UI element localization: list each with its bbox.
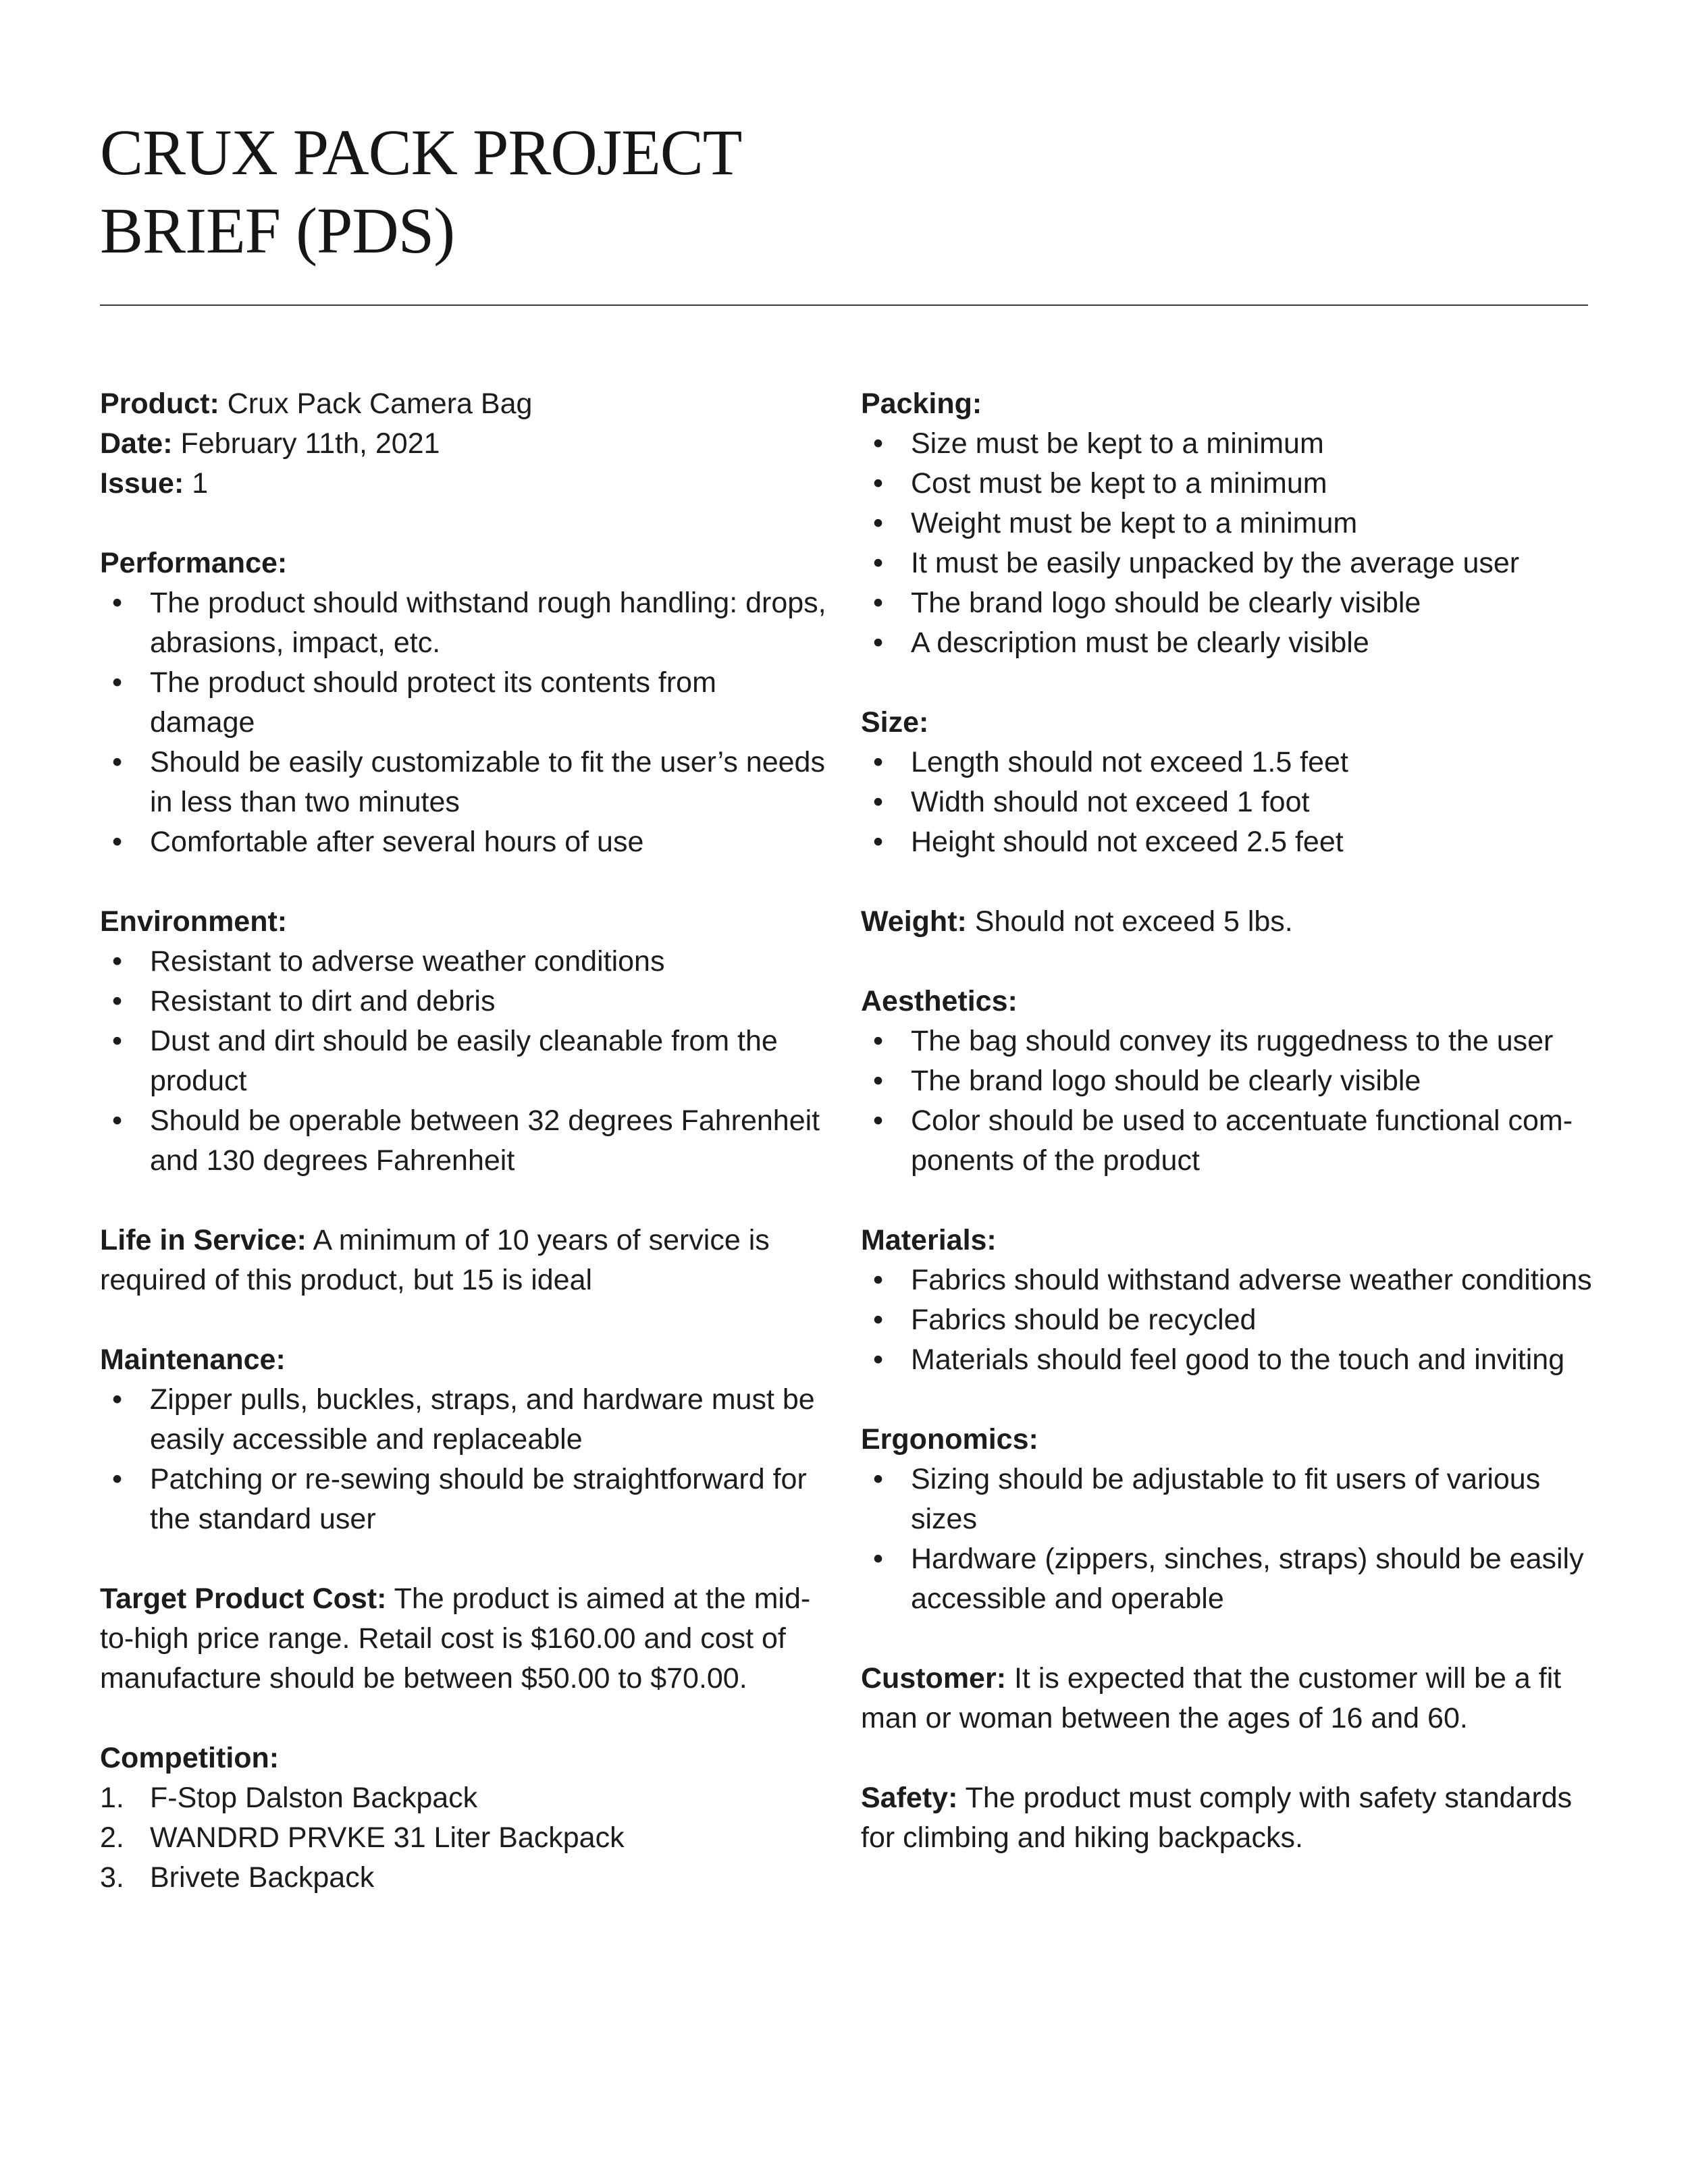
- competition-heading: Competition:: [100, 1742, 280, 1774]
- ergonomics-heading: Ergonomics:: [861, 1423, 1038, 1456]
- list-item: • A description must be clearly visible: [861, 623, 1597, 663]
- list-item: • Length should not exceed 1.5 feet: [861, 743, 1597, 782]
- list-item: • Resistant to dirt and debris: [100, 982, 829, 1021]
- life-in-service-label: Life in Service:: [100, 1224, 307, 1256]
- aesthetics-section: [861, 982, 1597, 1181]
- list-text: F-Stop Dalston Backpack: [150, 1782, 478, 1814]
- packing-list: [861, 424, 1597, 663]
- maintenance-list: [100, 1380, 829, 1539]
- issue-value: 1: [192, 467, 209, 500]
- list-item: • Patching or re-sewing should be straightforward for the standard user: [100, 1460, 829, 1539]
- page-title-line-1: CRUX PACK PROJECT: [100, 116, 742, 188]
- weight-text: Should not exceed 5 lbs.: [974, 905, 1293, 938]
- size-section: [861, 703, 1597, 862]
- list-item: • Color should be used to accentuate functional com-ponents of the product: [861, 1101, 1597, 1181]
- environment-list: [100, 942, 829, 1181]
- list-item: • Fabrics should be recycled: [861, 1300, 1597, 1340]
- ergonomics-section: [861, 1420, 1597, 1619]
- list-item: • Size must be kept to a minimum: [861, 424, 1597, 464]
- ergonomics-list: [861, 1460, 1597, 1619]
- list-item: • Fabrics should withstand adverse weather conditions: [861, 1260, 1597, 1300]
- list-item: [100, 1778, 829, 1818]
- competition-section: [100, 1738, 829, 1898]
- life-in-service-section: [100, 1221, 829, 1300]
- list-item: • Width should not exceed 1 foot: [861, 782, 1597, 822]
- list-number: 3.: [100, 1861, 124, 1894]
- list-number: 1.: [100, 1782, 124, 1814]
- performance-list: [100, 583, 829, 862]
- page-title-line-2: BRIEF (PDS): [100, 194, 455, 267]
- list-item: • Height should not exceed 2.5 feet: [861, 822, 1597, 862]
- customer-paragraph: [861, 1659, 1597, 1738]
- list-item: • Materials should feel good to the touch and inviting: [861, 1340, 1597, 1380]
- competition-list: [100, 1778, 829, 1898]
- list-item: • Resistant to adverse weather conditions: [100, 942, 829, 982]
- materials-section: [861, 1221, 1597, 1380]
- issue-label: Issue:: [100, 467, 184, 500]
- aesthetics-list: [861, 1021, 1597, 1181]
- list-number: 2.: [100, 1821, 124, 1854]
- safety-section: [861, 1778, 1597, 1858]
- list-item: • Should be easily customizable to fit the user’s needs in less than two minutes: [100, 743, 829, 822]
- list-item: • Weight must be kept to a minimum: [861, 504, 1597, 543]
- performance-section: [100, 543, 829, 862]
- safety-label: Safety:: [861, 1782, 958, 1814]
- left-column: [100, 384, 829, 1938]
- size-list: [861, 743, 1597, 862]
- size-heading: Size:: [861, 706, 929, 739]
- list-item: • Sizing should be adjustable to fit users of various sizes: [861, 1460, 1597, 1539]
- target-cost-text: The product is aimed at the mid-to-high price range. Retail cost is $160.00 and cost of manufacture should be between $50.00 to $70.00.: [100, 1582, 811, 1695]
- maintenance-heading: Maintenance:: [100, 1343, 286, 1376]
- list-item: [100, 1858, 829, 1898]
- date-value: February 11th, 2021: [180, 427, 440, 460]
- target-cost-section: [100, 1579, 829, 1699]
- date-line: [100, 424, 829, 464]
- weight-paragraph: [861, 902, 1597, 942]
- list-item: [100, 1818, 829, 1858]
- product-line: [100, 384, 829, 424]
- list-item: • The product should withstand rough handling: drops, abrasions, impact, etc.: [100, 583, 829, 663]
- list-item: • Cost must be kept to a minimum: [861, 464, 1597, 504]
- right-column: [861, 384, 1597, 1898]
- product-label: Product:: [100, 388, 219, 420]
- list-item: • Zipper pulls, buckles, straps, and hardware must be easily accessible and replaceable: [100, 1380, 829, 1460]
- customer-text: It is expected that the customer will be a fit man or woman between the ages of 16 and 60.: [861, 1662, 1562, 1734]
- list-text: Brivete Backpack: [150, 1861, 375, 1894]
- environment-section: [100, 902, 829, 1181]
- header-info: [100, 384, 829, 504]
- title-divider: [100, 304, 1588, 306]
- performance-heading: Performance:: [100, 547, 288, 579]
- list-item: • It must be easily unpacked by the average user: [861, 543, 1597, 583]
- customer-label: Customer:: [861, 1662, 1007, 1695]
- target-cost-label: Target Product Cost:: [100, 1582, 387, 1615]
- customer-section: [861, 1659, 1597, 1738]
- list-item: • Comfortable after several hours of use: [100, 822, 829, 862]
- materials-list: [861, 1260, 1597, 1380]
- packing-section: [861, 384, 1597, 663]
- life-in-service-text: A minimum of 10 years of service is required of this product, but 15 is ideal: [100, 1224, 770, 1296]
- packing-heading: Packing:: [861, 388, 982, 420]
- list-text: WANDRD PRVKE 31 Liter Backpack: [150, 1821, 625, 1854]
- list-item: • The brand logo should be clearly visible: [861, 1061, 1597, 1101]
- safety-paragraph: [861, 1778, 1597, 1858]
- list-item: • Hardware (zippers, sinches, straps) should be easily accessible and operable: [861, 1539, 1597, 1619]
- weight-section: [861, 902, 1597, 942]
- list-item: • The brand logo should be clearly visible: [861, 583, 1597, 623]
- maintenance-section: [100, 1340, 829, 1539]
- materials-heading: Materials:: [861, 1224, 997, 1256]
- issue-line: [100, 464, 829, 504]
- life-in-service-paragraph: [100, 1221, 829, 1300]
- date-label: Date:: [100, 427, 173, 460]
- page-title: [100, 113, 1045, 270]
- aesthetics-heading: Aesthetics:: [861, 985, 1018, 1017]
- product-value: Crux Pack Camera Bag: [227, 388, 533, 420]
- list-item: • The product should protect its contents from damage: [100, 663, 829, 743]
- list-item: • Dust and dirt should be easily cleanable from the product: [100, 1021, 829, 1101]
- list-item: • Should be operable between 32 degrees Fahrenheit and 130 degrees Fahrenheit: [100, 1101, 829, 1181]
- safety-text: The product must comply with safety standards for climbing and hiking backpacks.: [861, 1782, 1573, 1854]
- target-cost-paragraph: [100, 1579, 829, 1699]
- list-item: • The bag should convey its ruggedness to the user: [861, 1021, 1597, 1061]
- weight-label: Weight:: [861, 905, 967, 938]
- environment-heading: Environment:: [100, 905, 288, 938]
